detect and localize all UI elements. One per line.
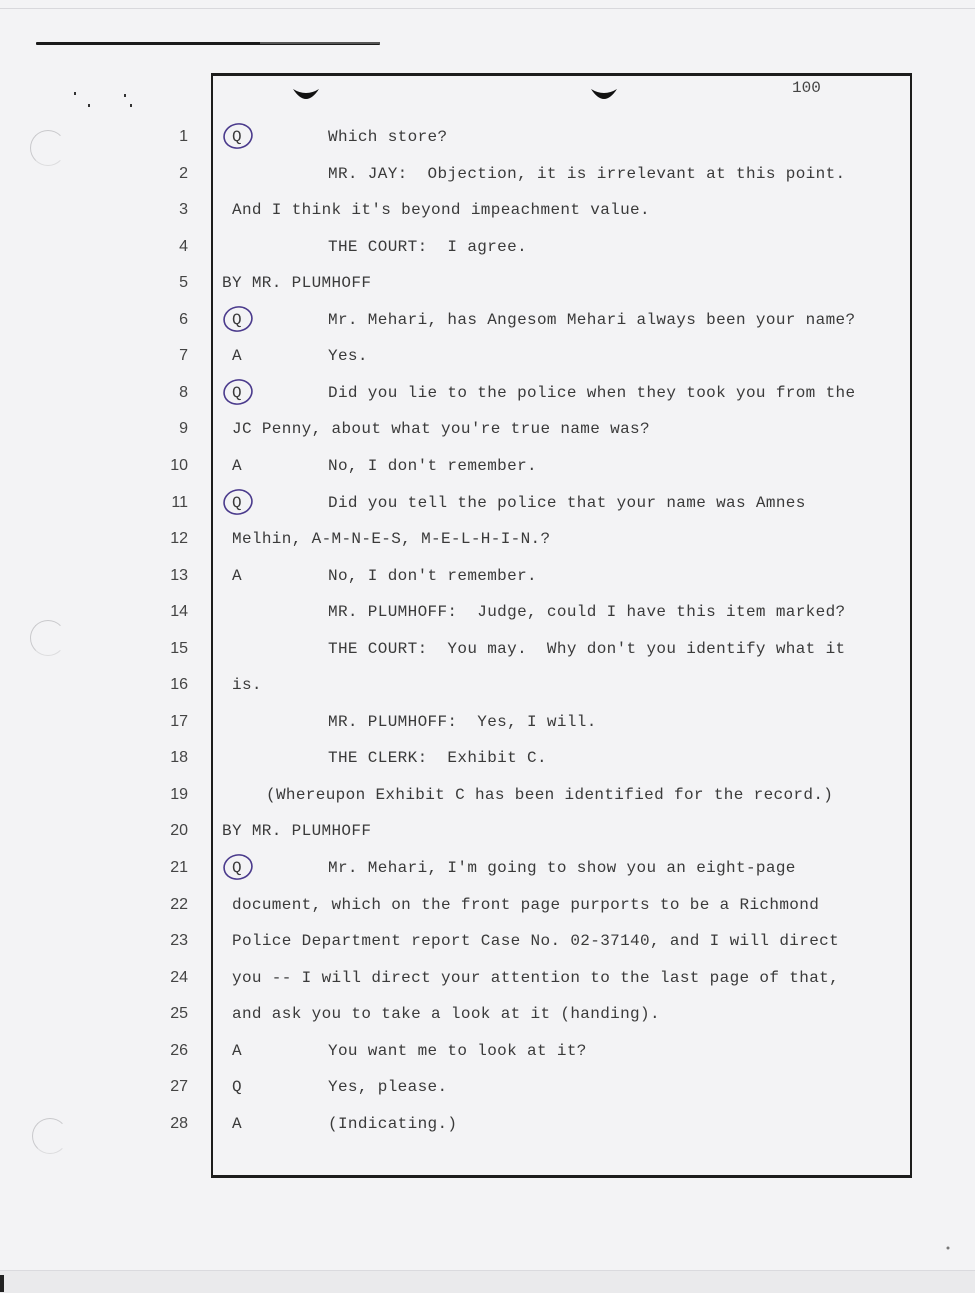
line-number: 17 — [170, 713, 188, 730]
line-number: 15 — [170, 640, 188, 657]
line-number: 20 — [170, 822, 188, 839]
speck — [124, 94, 126, 97]
line-number: 28 — [170, 1115, 188, 1132]
line-number: 11 — [171, 494, 188, 511]
line-number: 22 — [170, 896, 188, 913]
transcript-line-text: document, which on the front page purports to be a Richmond — [232, 896, 820, 914]
answer-marker: A — [232, 1042, 242, 1060]
question-marker: Q — [232, 311, 242, 329]
scan-specks — [70, 92, 140, 112]
transcript-line-text: Did you tell the police that your name was Amnes — [328, 494, 806, 512]
line-number: 2 — [179, 165, 188, 182]
line-number: 7 — [179, 347, 188, 364]
speck — [88, 104, 90, 107]
binder-hole-middle — [30, 620, 66, 656]
answer-marker: A — [232, 457, 242, 475]
line-number: 1 — [179, 128, 188, 145]
transcript-line-text: (Whereupon Exhibit C has been identified for the record.) — [266, 786, 834, 804]
transcript-line-text: THE COURT: You may. Why don't you identify what it — [328, 640, 846, 658]
transcript-line-text: and ask you to take a look at it (handing). — [232, 1005, 660, 1023]
line-number: 23 — [170, 932, 188, 949]
line-number: 4 — [179, 238, 188, 255]
transcript-line-text: Mr. Mehari, has Angesom Mehari always been your name? — [328, 311, 856, 329]
question-marker: Q — [232, 494, 242, 512]
question-marker: Q — [232, 859, 242, 877]
transcript-line-text: BY MR. PLUMHOFF — [222, 274, 372, 292]
question-marker: Q — [232, 384, 242, 402]
pen-circle-annotation-icon — [221, 120, 255, 150]
transcript-line-text: JC Penny, about what you're true name was? — [232, 420, 650, 438]
pen-circle-annotation-icon — [221, 851, 255, 881]
transcript-line-text: MR. PLUMHOFF: Yes, I will. — [328, 713, 597, 731]
transcript-line-text: is. — [232, 676, 262, 694]
page-bottom-edge — [0, 1270, 975, 1293]
line-number: 12 — [170, 530, 188, 547]
transcript-line-text: No, I don't remember. — [328, 457, 537, 475]
line-number: 25 — [170, 1005, 188, 1022]
line-number: 16 — [170, 676, 188, 693]
punch-mark-left-icon — [292, 87, 318, 101]
line-number: 14 — [170, 603, 188, 620]
line-number: 5 — [179, 274, 188, 291]
header-rule — [36, 42, 380, 45]
line-number: 26 — [170, 1042, 188, 1059]
transcript-line-text: Mr. Mehari, I'm going to show you an eight-page — [328, 859, 796, 877]
transcript-line-text: Which store? — [328, 128, 448, 146]
speck — [74, 92, 76, 95]
line-number: 10 — [170, 457, 188, 474]
transcript-line-text: Melhin, A-M-N-E-S, M-E-L-H-I-N.? — [232, 530, 551, 548]
page-top-edge — [0, 8, 975, 9]
pen-circle-annotation-icon — [221, 486, 255, 516]
transcript-line-text: (Indicating.) — [328, 1115, 458, 1133]
transcript-line-text: you -- I will direct your attention to the last page of that, — [232, 969, 840, 987]
question-marker: Q — [232, 1078, 242, 1096]
line-number: 24 — [170, 969, 188, 986]
transcript-line-text: Police Department report Case No. 02-37140, and I will direct — [232, 932, 840, 950]
scan-speck — [944, 1238, 952, 1244]
line-number: 18 — [170, 749, 188, 766]
answer-marker: A — [232, 347, 242, 365]
transcript-line-text: THE CLERK: Exhibit C. — [328, 749, 547, 767]
transcript-line-text: Yes, please. — [328, 1078, 448, 1096]
pen-circle-annotation-icon — [221, 303, 255, 333]
question-marker: Q — [232, 128, 242, 146]
line-number: 21 — [170, 859, 188, 876]
scan-edge-mark — [0, 1275, 4, 1292]
line-number: 19 — [170, 786, 188, 803]
speck — [130, 104, 132, 107]
page-number: 100 — [792, 79, 821, 97]
binder-hole-top — [30, 130, 66, 166]
transcript-line-text: You want me to look at it? — [328, 1042, 587, 1060]
pen-circle-annotation-icon — [221, 376, 255, 406]
line-number: 9 — [179, 420, 188, 437]
line-number: 8 — [179, 384, 188, 401]
transcript-line-text: MR. PLUMHOFF: Judge, could I have this item marked? — [328, 603, 846, 621]
line-number: 6 — [179, 311, 188, 328]
transcript-line-text: THE COURT: I agree. — [328, 238, 528, 256]
transcript-line-text: No, I don't remember. — [328, 567, 537, 585]
binder-hole-bottom — [32, 1118, 68, 1154]
punch-mark-right-icon — [590, 87, 616, 101]
transcript-line-text: MR. JAY: Objection, it is irrelevant at this point. — [328, 165, 846, 183]
transcript-line-text: BY MR. PLUMHOFF — [222, 822, 372, 840]
line-number: 3 — [179, 201, 188, 218]
answer-marker: A — [232, 567, 242, 585]
answer-marker: A — [232, 1115, 242, 1133]
transcript-line-text: And I think it's beyond impeachment value. — [232, 201, 650, 219]
line-number: 13 — [170, 567, 188, 584]
transcript-line-text: Yes. — [328, 347, 368, 365]
transcript-line-text: Did you lie to the police when they took you from the — [328, 384, 856, 402]
line-number: 27 — [170, 1078, 188, 1095]
